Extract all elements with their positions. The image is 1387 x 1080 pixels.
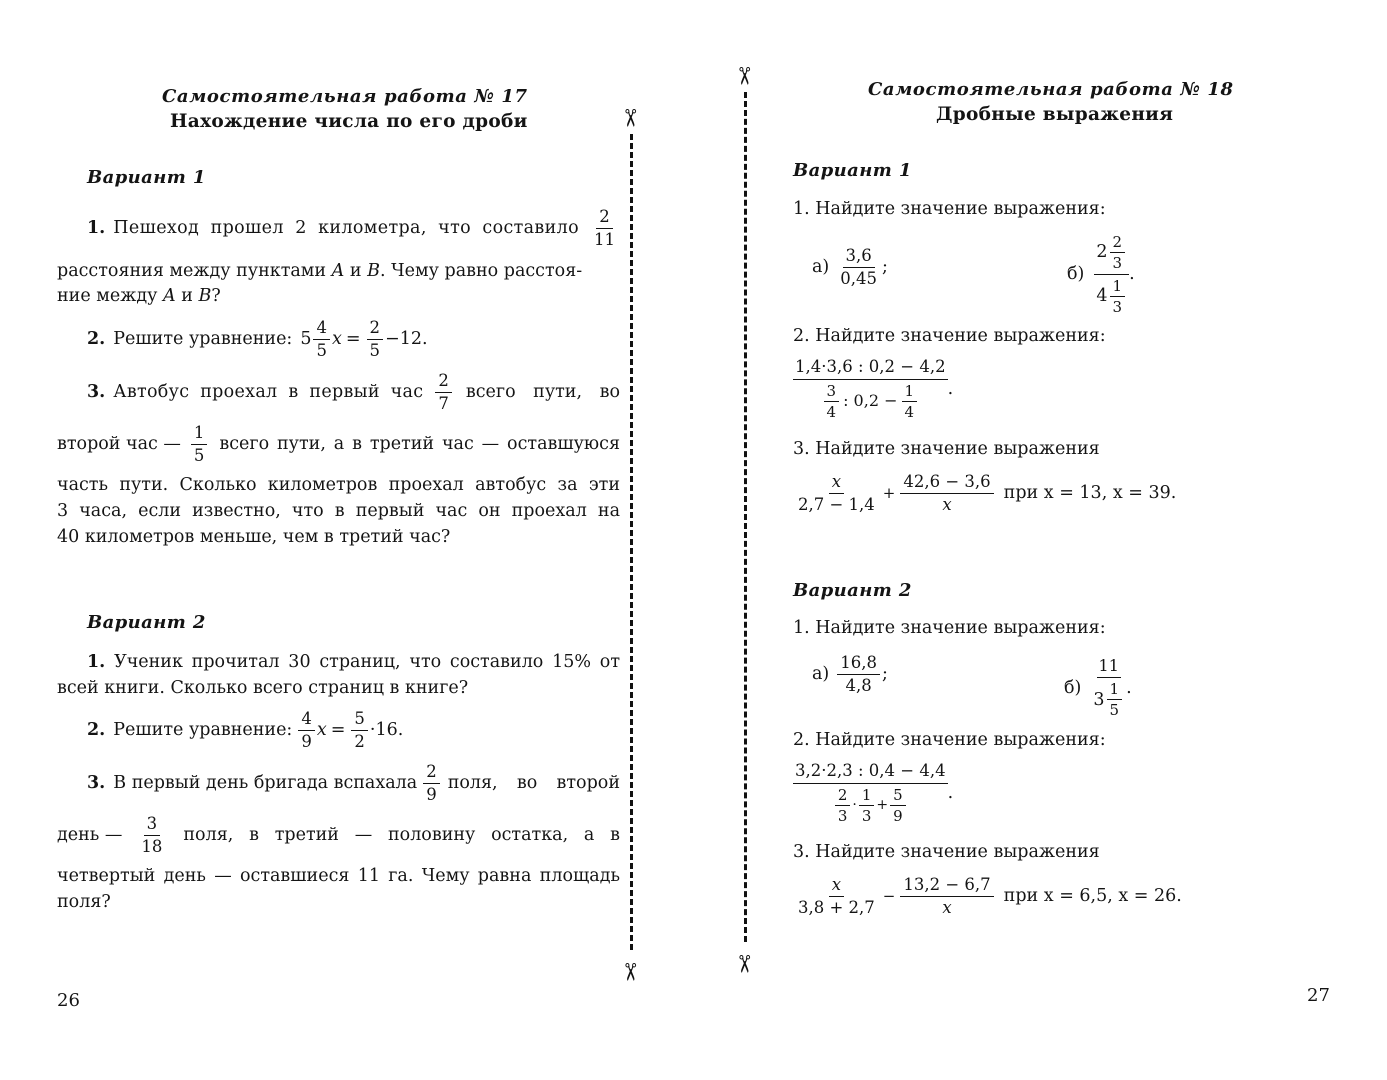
v1-task-1a: а) $\frac{3,6}{0,45}$ ;	[812, 246, 888, 288]
v2-task-2: 2. Найдите значение выражения:	[793, 730, 1106, 750]
fraction-x: $\frac{x}{2,7 - 1,4}$	[798, 472, 875, 514]
v2-task-2: 2. Решите уравнение: $\frac{4}{9}$ x = $\frac{5}{2}$ ·16.	[87, 708, 404, 751]
v2-task-1b: б) 11 3 $\frac{1}{5}$ .	[1064, 655, 1132, 720]
fraction-2-9: $\frac{2}{9}$	[423, 762, 440, 805]
v1-task-1-line-2: расстояния между пунктами A и B. Чему равно расстоя-	[57, 261, 583, 281]
complex-fraction: 11 3 $\frac{1}{5}$	[1091, 657, 1126, 719]
v1-task-2: 2. Решите уравнение: 5 $\frac{4}{5}$ x = $\frac{2}{5}$ −12.	[87, 317, 428, 360]
scissors-icon: ✂	[730, 953, 759, 975]
fraction-5-2: $\frac{5}{2}$	[351, 709, 368, 752]
point-b: B	[367, 261, 381, 281]
v2-task-3-line-3: четвертый день — оставшиеся 11 га. Чему равна площадь	[57, 866, 620, 886]
fraction-4-9: $\frac{4}{9}$	[298, 709, 315, 752]
variant-2-label: Вариант 2	[793, 580, 912, 601]
page-number: 26	[57, 990, 80, 1011]
v1-task-3-expression: $\frac{x}{2,7 - 1,4}$ + $\frac{42,6 - 3,6}{x}$ при x = 13, x = 39.	[793, 472, 1176, 515]
complex-fraction: 3,2·2,3 : 0,4 − 4,4 $\frac{2}{3}$ · $\frac{1}{3}$ + $\frac{5}{9}$	[795, 761, 946, 825]
v2-task-3-line-4: поля?	[57, 892, 111, 912]
cut-line	[630, 134, 633, 950]
v2-task-1-line-2: всей книги. Сколько всего страниц в книге?	[57, 678, 469, 698]
v1-task-1: 1. Найдите значение выражения:	[793, 199, 1106, 219]
fraction-16.8-4.8: $\frac{16,8}{4,8}$	[837, 653, 880, 696]
work-subtitle: Нахождение числа по его дроби	[170, 111, 528, 132]
v1-task-2-expression: 1,4·3,6 : 0,2 − 4,2 $\frac{3}{4}$ : 0,2 − $\frac{1}{4}$ .	[795, 357, 954, 421]
left-page	[0, 0, 645, 1080]
cut-line	[744, 92, 747, 942]
v1-task-3: 3. Найдите значение выражения	[793, 439, 1100, 459]
right-page	[730, 0, 1387, 1080]
v1-task-1b: б) 2 $\frac{2}{3}$ 4 $\frac{1}{3}$ .	[1067, 232, 1135, 316]
task-number: 1.	[87, 218, 106, 239]
v2-task-1a: а) $\frac{16,8}{4,8}$ ;	[812, 653, 888, 695]
work-title: Самостоятельная работа № 17	[162, 86, 528, 107]
fraction-3.6-0.45: $\frac{3,6}{0,45}$	[840, 246, 878, 288]
scissors-icon: ✂	[730, 65, 759, 87]
scissors-icon: ✂	[616, 107, 645, 129]
v1-task-3-line-5: 40 километров меньше, чем в третий час?	[57, 527, 451, 547]
variant-1-label: Вариант 1	[87, 167, 206, 188]
task-text: Пешеход прошел 2 километра, что составило	[113, 218, 579, 239]
fraction-1-5: $\frac{1}{5}$	[191, 423, 208, 466]
point-a: A	[331, 261, 345, 281]
v2-task-1-line-1: 1. Ученик прочитал 30 страниц, что составило 15% от	[87, 652, 620, 672]
fraction-x: $\frac{42,6 - 3,6}{x}$	[900, 472, 993, 515]
fraction-2-5: $\frac{2}{5}$	[367, 318, 384, 361]
complex-fraction: 1,4·3,6 : 0,2 − 4,2 $\frac{3}{4}$ : 0,2 − $\frac{1}{4}$	[795, 357, 946, 421]
v1-task-3-line-4: 3 часа, если известно, что в первый час он проехал на	[57, 501, 620, 521]
fraction-x: $\frac{x}{3,8 + 2,7}$	[798, 875, 875, 917]
v1-task-3-line-3: часть пути. Сколько километров проехал автобус за эти	[57, 475, 620, 495]
v2-task-3-expression: $\frac{x}{3,8 + 2,7}$ − $\frac{13,2 - 6,7}{x}$ при x = 6,5, x = 26.	[793, 875, 1182, 918]
v2-task-3: 3. Найдите значение выражения	[793, 842, 1100, 862]
v1-task-1-line-3: ние между A и B?	[57, 286, 221, 306]
fraction-4-5: $\frac{4}{5}$	[313, 318, 330, 361]
variant-1-label: Вариант 1	[793, 160, 912, 181]
fraction-x: $\frac{13,2 - 6,7}{x}$	[900, 875, 993, 918]
v2-task-3-line-1: 3. В первый день бригада вспахала $\frac{2}{9}$ поля, во второй	[87, 761, 620, 804]
v1-task-1-line-1	[57, 207, 620, 250]
v2-task-3-line-2: день — $\frac{3}{18}$ поля, в третий — половину остатка, а в	[57, 813, 620, 856]
fraction-2-7: $\frac{2}{7}$	[435, 371, 452, 414]
v2-task-1: 1. Найдите значение выражения:	[793, 618, 1106, 638]
fraction-3-18: $\frac{3}{18}$	[141, 813, 163, 856]
v1-task-2: 2. Найдите значение выражения:	[793, 326, 1106, 346]
work-subtitle: Дробные выражения	[936, 104, 1174, 125]
fraction-2-11: $\frac{2}{11}$	[594, 207, 615, 249]
scissors-icon: ✂	[616, 961, 645, 983]
v2-task-2-expression: 3,2·2,3 : 0,4 − 4,4 $\frac{2}{3}$ · $\frac{1}{3}$ + $\frac{5}{9}$ .	[795, 761, 954, 825]
v1-task-3-line-1: 3. Автобус проехал в первый час $\frac{2}{7}$ всего пути, во	[87, 370, 620, 413]
v1-task-3-line-2: второй час — $\frac{1}{5}$ всего пути, а в третий час — оставшуюся	[57, 422, 620, 465]
variant-2-label: Вариант 2	[87, 612, 206, 633]
page-number: 27	[1307, 985, 1330, 1006]
complex-fraction: 2 $\frac{2}{3}$ 4 $\frac{1}{3}$	[1094, 233, 1129, 316]
work-title: Самостоятельная работа № 18	[868, 79, 1234, 100]
